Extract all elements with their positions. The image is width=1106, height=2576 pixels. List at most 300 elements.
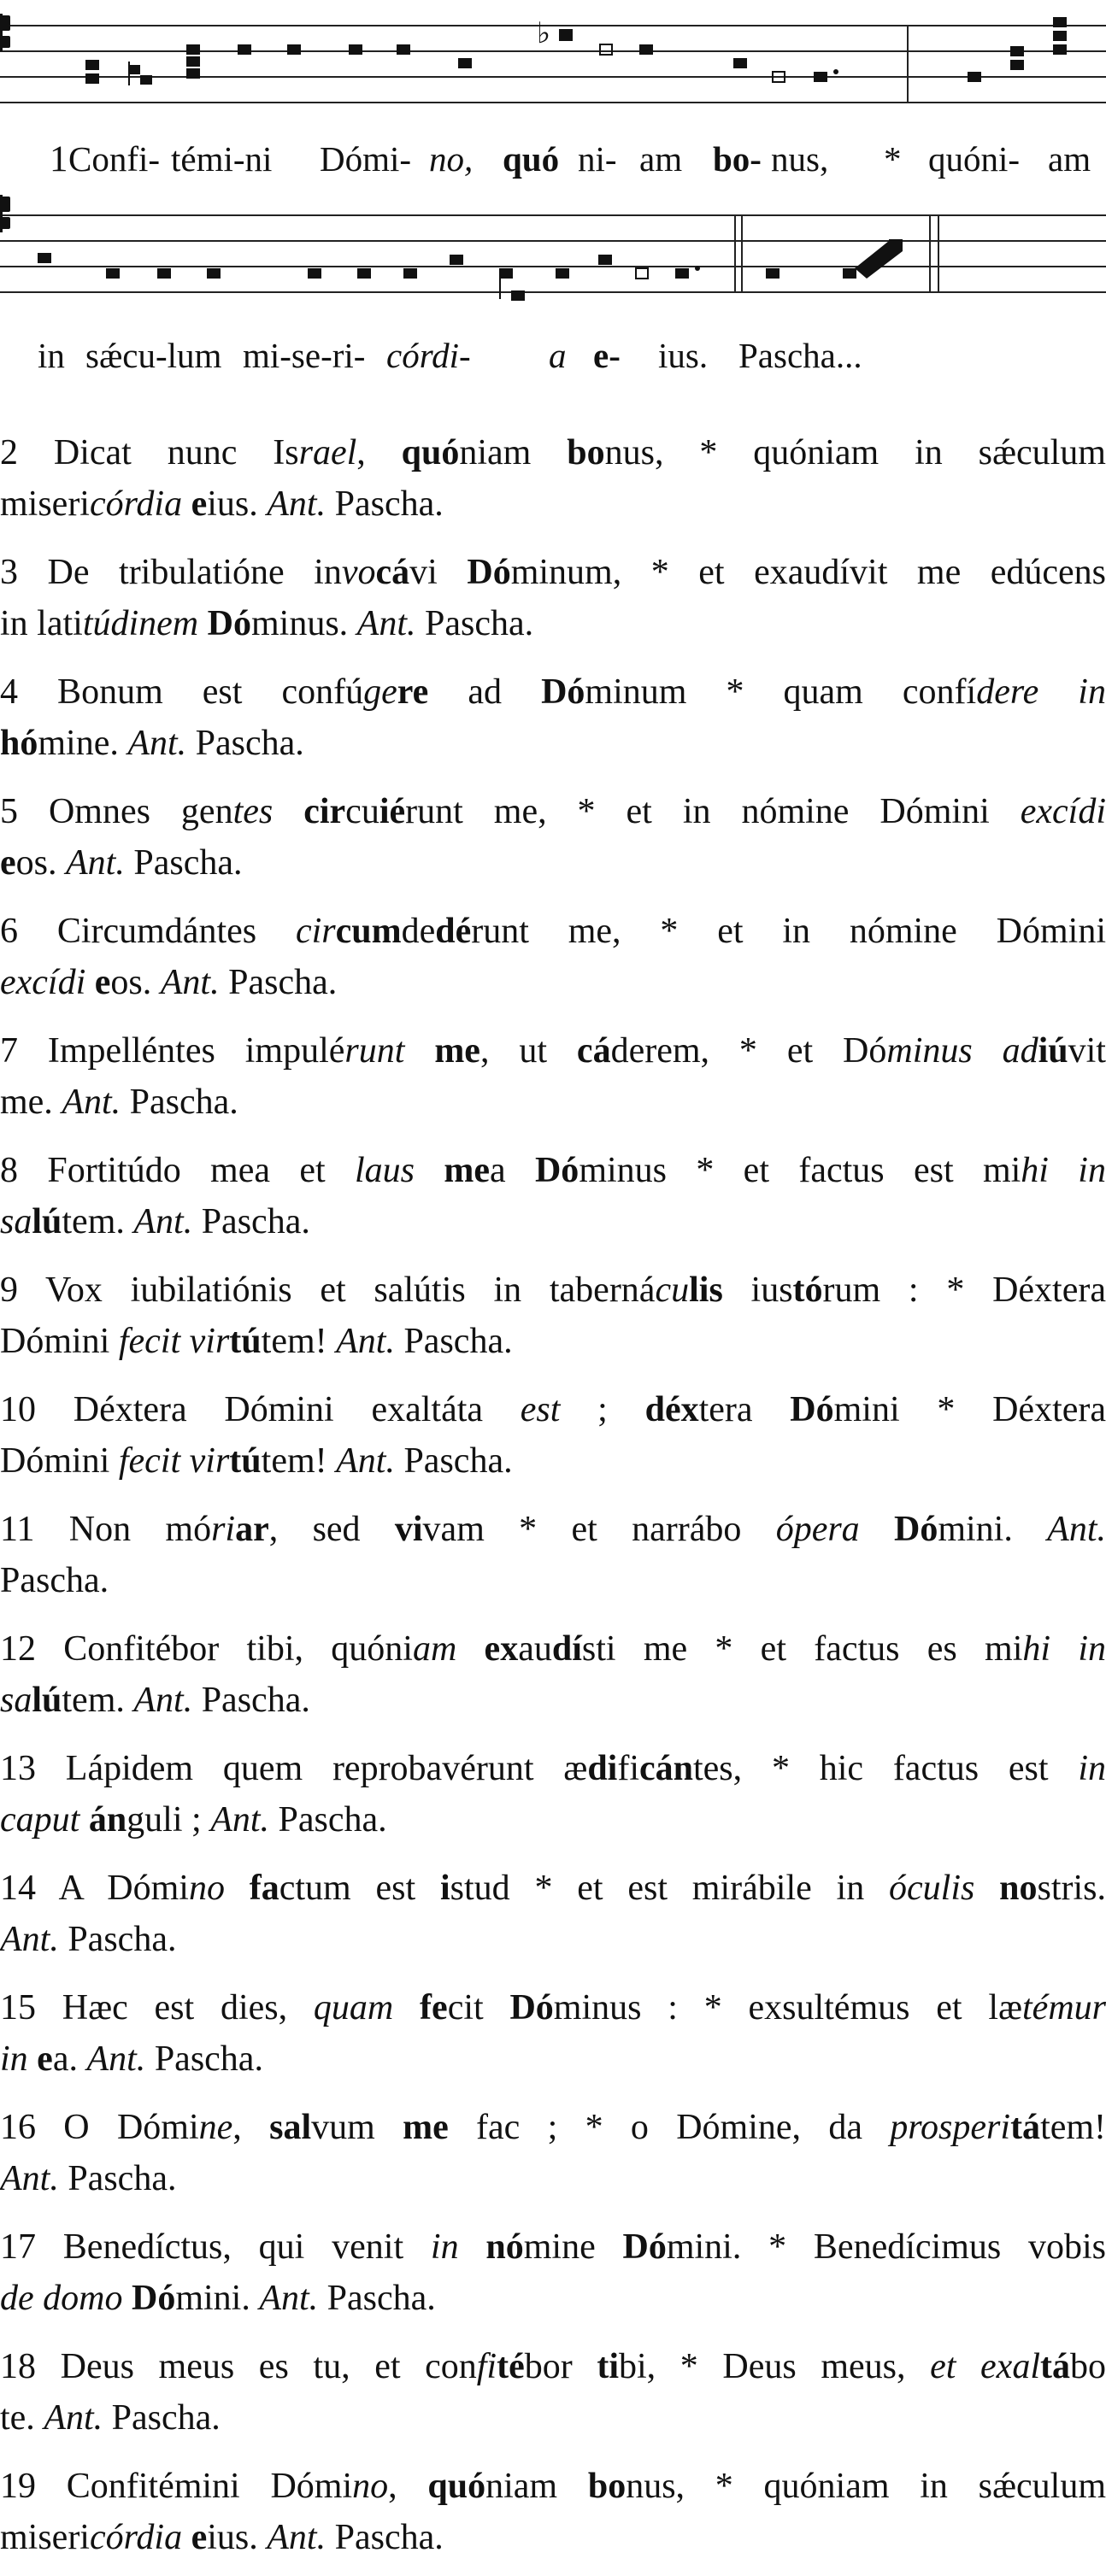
verse-text-segment: fe — [420, 1988, 448, 2027]
verse-text-segment: am — [412, 1629, 457, 1669]
verse-text-segment: Pascha. — [58, 2159, 177, 2198]
verse-line — [0, 957, 1106, 1008]
verse-text-segment: Dó — [207, 604, 251, 643]
verse-text-segment: niam — [485, 2467, 588, 2506]
verse-text-segment: derem, * et Dó — [610, 1031, 887, 1071]
verse-text-segment: no — [352, 2467, 389, 2506]
verse-text-segment: minus ad — [886, 1031, 1038, 1071]
verse-text-segment: minus. — [250, 604, 357, 643]
verse-text-segment: Ant. — [356, 604, 416, 643]
verse-text-segment: tem. — [62, 1681, 134, 1720]
verse-text-segment: e — [0, 843, 16, 883]
verse-text-segment: cir — [295, 912, 336, 951]
verse-text-segment: os. — [110, 963, 161, 1002]
verse-text-segment: miseri — [0, 2518, 90, 2557]
verse-line — [0, 1914, 1106, 1965]
verse-text-segment: no — [188, 1869, 225, 1908]
verse-text-segment: laus — [354, 1151, 415, 1190]
verse-text-segment: Pascha. — [192, 1681, 310, 1720]
verse-text-segment: Pascha. — [318, 2279, 436, 2318]
verse-text-segment: guli ; — [126, 1800, 211, 1840]
verse-text-segment: tem! — [1040, 2108, 1106, 2147]
verse-text-segment: hó — [0, 724, 38, 763]
verse-text-segment: miseri — [0, 484, 90, 524]
verse-text-segment: tem. — [62, 1202, 134, 1241]
verse-text-segment: a. — [52, 2039, 87, 2079]
verse-text-segment: di — [587, 1749, 618, 1788]
verse-text-segment: excídi — [1020, 792, 1106, 831]
verse-line — [0, 1316, 1106, 1367]
verse-text-segment: ti — [597, 2347, 620, 2386]
chant-syllable: témi-ni — [171, 139, 273, 179]
verse-text-segment: e — [191, 484, 208, 524]
verse-line — [0, 547, 1106, 598]
verse-line — [0, 478, 1106, 530]
verse-text-segment: 17 Benedíctus, qui venit — [0, 2227, 431, 2267]
chant-syllable: Confi- — [68, 139, 161, 179]
verse-5 — [0, 786, 1106, 889]
verse-text-segment: e — [94, 963, 111, 1002]
verse-text-segment: minus * et factus est mi — [579, 1151, 1021, 1190]
verse-text-segment: Dómini — [0, 1322, 119, 1361]
verse-text-segment: cir — [303, 792, 346, 831]
verse-3 — [0, 547, 1106, 649]
verse-text-segment: excídi — [0, 963, 86, 1002]
verse-text-segment: Dó — [467, 553, 511, 592]
verse-text-segment: stris. — [1037, 1869, 1106, 1908]
verse-text-segment — [393, 1988, 420, 2027]
verse-text-segment: tú — [229, 1322, 262, 1361]
verse-text-segment: e — [37, 2039, 53, 2079]
verse-text-segment: hi in — [1022, 1629, 1106, 1669]
verse-text-segment: 4 Bonum est confú — [0, 672, 364, 712]
verse-text-segment: minum * quam confí — [585, 672, 977, 712]
verse-text-segment: córdia — [89, 484, 183, 524]
verse-text-segment: quó — [427, 2467, 486, 2506]
verse-text-segment: tá — [1010, 2108, 1041, 2147]
verse-text-segment: sal — [269, 2108, 312, 2147]
verse-text-segment — [459, 2227, 486, 2267]
verse-text-segment: Ant. — [127, 724, 187, 763]
verse-text-segment: Ant. — [1047, 1510, 1106, 1549]
verse-text-segment: ex — [484, 1629, 519, 1669]
verse-line — [0, 906, 1106, 957]
verse-text-segment: hi in — [1021, 1151, 1106, 1190]
verse-text-segment: mini. * Benedícimus vobis — [666, 2227, 1106, 2267]
verse-text-segment: bor — [524, 2347, 597, 2386]
verse-text-segment: 2 Dicat nunc Is — [0, 433, 299, 472]
verse-17 — [0, 2221, 1106, 2324]
verse-line — [0, 1077, 1106, 1128]
verse-text-segment — [860, 1510, 894, 1549]
chant-syllable: no, — [429, 139, 474, 179]
verse-text-segment: in — [430, 2227, 459, 2267]
verse-2 — [0, 427, 1106, 530]
verse-text-segment: 11 Non mó — [0, 1510, 212, 1549]
verse-text-segment — [273, 792, 303, 831]
chant-syllable: quó — [503, 139, 560, 179]
chant-syllable: am — [1048, 139, 1091, 179]
verse-text-segment: ar — [235, 1510, 269, 1549]
verse-line — [0, 2221, 1106, 2273]
verse-text-segment: Ant. — [336, 1322, 395, 1361]
chant-syllable: bo- — [713, 139, 762, 179]
verse-text-segment: 9 Vox iubilatiónis et salútis in taberná — [0, 1270, 656, 1310]
verse-10 — [0, 1384, 1106, 1487]
chant-syllable: nus, — [771, 139, 829, 179]
verse-text-segment: té — [497, 2347, 525, 2386]
verse-text-segment: vum — [311, 2108, 403, 2147]
verse-text-segment: 6 Circumdántes — [0, 912, 296, 951]
verse-text-segment: de — [401, 912, 436, 951]
verse-text-segment: stud * et est mirábile in — [450, 1869, 890, 1908]
verse-text-segment: mini. — [175, 2279, 260, 2318]
verse-text-segment: Pascha. — [415, 604, 534, 643]
verse-text-segment: in — [0, 2039, 28, 2079]
verse-text-segment: fi — [617, 1749, 639, 1788]
chant-syllable: ni- — [578, 139, 617, 179]
verse-text-segment: fecit vir — [118, 1441, 230, 1481]
verse-text-segment: cum — [335, 912, 402, 951]
verse-text-segment: dí — [551, 1629, 582, 1669]
chant-syllable: * — [884, 139, 902, 179]
verse-text-segment: no — [999, 1869, 1038, 1908]
verse-text-segment: déx — [644, 1390, 699, 1429]
verse-11 — [0, 1504, 1106, 1606]
verse-text-segment: mine. — [38, 724, 128, 763]
verse-text-segment: cá — [375, 553, 410, 592]
verse-text-segment: Ant. — [267, 484, 327, 524]
verse-line — [0, 2341, 1106, 2392]
verse-text-segment: Dó — [622, 2227, 667, 2267]
verse-text-segment: mini. — [938, 1510, 1048, 1549]
verse-text-segment: 7 Impelléntes impulé — [0, 1031, 345, 1071]
verse-text-segment: runt — [344, 1031, 405, 1071]
chant-syllable: am — [639, 139, 683, 179]
chant-syllable: córdi- — [386, 336, 471, 375]
verse-text-segment: tá — [1039, 2347, 1070, 2386]
verse-text-segment: sa — [0, 1681, 32, 1720]
verse-text-segment: , — [388, 2467, 428, 2506]
verse-line — [0, 427, 1106, 478]
verse-text-segment: nó — [485, 2227, 524, 2267]
verse-text-segment: Pascha. — [269, 1800, 387, 1840]
verse-text-segment: ctum est — [279, 1869, 440, 1908]
verse-text-segment: a — [489, 1151, 535, 1190]
verse-text-segment: Pascha. — [0, 1561, 109, 1600]
verse-text-segment: me — [444, 1151, 490, 1190]
verse-text-segment: , ut — [479, 1031, 577, 1071]
verse-text-segment: mine — [523, 2227, 623, 2267]
verse-8 — [0, 1145, 1106, 1247]
verse-text-segment: Pascha. — [121, 1083, 238, 1122]
verse-text-segment: et exal — [930, 2347, 1040, 2386]
verse-text-segment: me — [434, 1031, 480, 1071]
verse-text-segment: quó — [401, 433, 460, 472]
chant-syllable: Dómi- — [320, 139, 412, 179]
verse-text-segment: óculis — [889, 1869, 975, 1908]
verse-text-segment: vam * et narrábo — [422, 1510, 776, 1549]
verse-text-segment: lú — [32, 1681, 62, 1720]
verse-text-segment — [79, 1800, 89, 1840]
verse-text-segment: vi — [394, 1510, 423, 1549]
verse-text-segment: 5 Omnes gen — [0, 792, 233, 831]
verse-text-segment: ; — [560, 1390, 645, 1429]
verse-text-segment: runt me, * et in nómine Dómini — [471, 912, 1106, 951]
verse-text-segment: rum : * Déxtera — [822, 1270, 1106, 1310]
verse-text-segment: Ant. — [160, 963, 220, 1002]
chant-syllable: e- — [593, 336, 621, 375]
verse-text-segment: bi, * Deus meus, — [619, 2347, 931, 2386]
verse-text-segment: Pascha. — [145, 2039, 263, 2079]
verse-line — [0, 1025, 1106, 1077]
verse-text-segment: Ant. — [86, 2039, 146, 2079]
verse-text-segment: iú — [1038, 1031, 1068, 1071]
verse-text-segment: Dó — [790, 1390, 834, 1429]
verse-text-segment: quam — [313, 1988, 394, 2027]
verse-line — [0, 1145, 1106, 1196]
verse-text-segment: Pascha. — [394, 1441, 513, 1481]
verse-text-segment: os. — [15, 843, 67, 883]
verse-line — [0, 1504, 1106, 1555]
chant-syllable: quóni- — [928, 139, 1021, 179]
verse-text-segment: 3 De tribulatióne in — [0, 553, 342, 592]
verse-text-segment: Pascha. — [58, 1920, 177, 1959]
verse-text-segment: ius — [722, 1270, 793, 1310]
verse-15 — [0, 1982, 1106, 2085]
verse-14 — [0, 1863, 1106, 1965]
verse-text-segment: ad — [428, 672, 542, 712]
verse-text-segment: tera — [698, 1390, 791, 1429]
verse-text-segment: , — [232, 2108, 270, 2147]
verse-text-segment: vi — [409, 553, 468, 592]
verse-text-segment: Ant. — [210, 1800, 270, 1840]
verse-text-segment: fac ; * o Dómine, da — [448, 2108, 891, 2147]
verse-7 — [0, 1025, 1106, 1128]
verse-text-segment: tes, * hic factus est — [693, 1749, 1079, 1788]
verse-text-segment — [974, 1869, 999, 1908]
verse-text-segment: 12 Confitébor tibi, quóni — [0, 1629, 413, 1669]
verse-text-segment: dere in — [976, 672, 1106, 712]
verse-16 — [0, 2102, 1106, 2204]
verse-line — [0, 837, 1106, 889]
verse-text-segment: mini * Déxtera — [833, 1390, 1106, 1429]
verse-text-segment — [182, 484, 191, 524]
verse-text-segment: sa — [0, 1202, 32, 1241]
verse-text-segment: Pascha. — [103, 2398, 221, 2438]
verse-text-segment: 18 Deus meus es tu, et con — [0, 2347, 477, 2386]
verse-text-segment: Pascha. — [192, 1202, 310, 1241]
verse-19 — [0, 2461, 1106, 2563]
verse-text-segment: ne — [198, 2108, 233, 2147]
verse-line — [0, 1196, 1106, 1247]
chant-syllable: a — [549, 336, 567, 375]
do-clef-icon — [0, 14, 10, 51]
verse-line — [0, 1743, 1106, 1794]
verse-text-segment — [415, 1151, 444, 1190]
verse-text-segment: au — [518, 1629, 552, 1669]
verse-text-segment: tó — [792, 1270, 823, 1310]
verse-text-segment: túdinem — [82, 604, 199, 643]
verse-text-segment: in lati — [0, 604, 83, 643]
verse-line — [0, 2461, 1106, 2512]
verse-text-segment: Dó — [131, 2279, 176, 2318]
verse-text-segment: Dó — [541, 672, 585, 712]
verse-4 — [0, 666, 1106, 769]
verse-12 — [0, 1623, 1106, 1726]
verse-text-segment: 14 A Dómi — [0, 1869, 189, 1908]
verse-line — [0, 786, 1106, 837]
chant-syllable: mi-se-ri- — [243, 336, 366, 375]
verse-text-segment: runt me, * et in nómine Dómini — [405, 792, 1021, 831]
chant-syllable: Pascha... — [738, 336, 862, 375]
verse-text-segment: Ant. — [336, 1441, 395, 1481]
verse-line — [0, 2153, 1106, 2204]
verse-text-segment: 19 Confitémini Dómi — [0, 2467, 353, 2506]
verse-text-segment: bo — [1069, 2347, 1106, 2386]
verse-text-segment: Ant. — [0, 2159, 59, 2198]
verse-text-segment: Pascha. — [326, 2518, 444, 2557]
verse-text-segment: in — [1078, 1749, 1106, 1788]
verse-text-segment: ius. — [207, 484, 268, 524]
verse-text-segment: Dó — [509, 1988, 554, 2027]
verse-text-segment: Pascha. — [186, 724, 304, 763]
verse-text-segment: te. — [0, 2398, 44, 2438]
verse-text-segment: cu — [655, 1270, 690, 1310]
verse-text-segment: bo — [567, 433, 605, 472]
verse-line — [0, 1623, 1106, 1675]
verse-text-segment: cit — [447, 1988, 510, 2027]
verse-text-segment: Ant. — [267, 2518, 327, 2557]
chant-syllable: sǽcu-lum — [85, 336, 222, 375]
verse-line — [0, 1384, 1106, 1435]
verse-text-segment: 8 Fortitúdo mea et — [0, 1151, 355, 1190]
verse-text-segment: Ant. — [0, 1920, 59, 1959]
verse-18 — [0, 2341, 1106, 2444]
verse-text-segment: ié — [379, 792, 406, 831]
verse-text-segment: Ant. — [259, 2279, 319, 2318]
verse-text-segment: bo — [587, 2467, 627, 2506]
verse-text-segment: dé — [435, 912, 472, 951]
chant-staff-2 — [0, 190, 1106, 318]
verse-text-segment: ópera — [775, 1510, 860, 1549]
verse-text-segment: minus : * exsultémus et læ — [553, 1988, 1023, 2027]
verse-text-segment: 13 Lápidem quem reprobavérunt æ — [0, 1749, 588, 1788]
chant-syllable: ius. — [658, 336, 709, 375]
verse-line — [0, 1863, 1106, 1914]
chant-syllable: 1 — [50, 139, 68, 179]
chant-staff-1 — [0, 0, 1106, 120]
verse-text-segment: me — [403, 2108, 449, 2147]
chant-syllable: in — [38, 336, 65, 375]
verse-line — [0, 1555, 1106, 1606]
verse-text-segment: Dó — [894, 1510, 938, 1549]
verse-text-segment: lú — [32, 1202, 62, 1241]
verse-text-segment: Ant. — [133, 1681, 193, 1720]
verse-text-segment: ri — [211, 1510, 236, 1549]
verse-text-segment: e — [191, 2518, 208, 2557]
verse-text-segment: 15 Hæc est dies, — [0, 1988, 314, 2027]
verse-text-segment: cán — [639, 1749, 693, 1788]
verse-line — [0, 1794, 1106, 1845]
verse-text-segment: 16 O Dómi — [0, 2108, 199, 2147]
verse-line — [0, 2273, 1106, 2324]
verse-line — [0, 2102, 1106, 2153]
verse-line — [0, 1675, 1106, 1726]
verse-line — [0, 2512, 1106, 2563]
verse-text-segment: Pascha. — [326, 484, 444, 524]
verse-text-segment: fecit vir — [118, 1322, 230, 1361]
verse-text-segment: rael — [298, 433, 357, 472]
verse-text-segment: tem! — [261, 1322, 337, 1361]
verse-line — [0, 666, 1106, 718]
verse-13 — [0, 1743, 1106, 1845]
verse-text-segment: témur — [1022, 1988, 1106, 2027]
verse-text-segment: re — [397, 672, 429, 712]
flat-icon: ♭ — [537, 16, 551, 50]
verse-text-segment: Ant. — [66, 843, 125, 883]
verse-text-segment: minum, * et exaudívit me edúcens — [510, 553, 1106, 592]
verse-text-segment: i — [439, 1869, 450, 1908]
verse-text-segment: vo — [341, 553, 376, 592]
verse-text-segment — [28, 2039, 38, 2079]
verse-text-segment: tú — [229, 1441, 262, 1481]
verse-text-segment: tem! — [261, 1441, 337, 1481]
verse-text-segment: niam — [459, 433, 568, 472]
verse-line — [0, 1982, 1106, 2033]
verse-text-segment: Pascha. — [124, 843, 243, 883]
verse-text-segment — [456, 1629, 484, 1669]
verse-text-segment: sti me * et factus es mi — [581, 1629, 1023, 1669]
verse-text-segment: lis — [689, 1270, 723, 1310]
verse-text-segment: Ant. — [44, 2398, 103, 2438]
verse-text-segment: Ant. — [133, 1202, 193, 1241]
verse-text-segment: fi — [476, 2347, 497, 2386]
verse-text-segment — [182, 2518, 191, 2557]
verse-text-segment — [225, 1869, 250, 1908]
verse-line — [0, 718, 1106, 769]
verse-text-segment: cu — [345, 792, 379, 831]
verse-line — [0, 2033, 1106, 2085]
verse-text-segment: ge — [363, 672, 397, 712]
verse-text-segment — [122, 2279, 132, 2318]
verse-line — [0, 1265, 1106, 1316]
verse-text-segment: nus, * quóniam in sǽculum — [604, 433, 1106, 472]
verse-text-segment: Pascha. — [394, 1322, 513, 1361]
do-clef-icon — [0, 195, 10, 232]
verse-text-segment: Ant. — [62, 1083, 121, 1122]
verse-text-segment: me. — [0, 1083, 62, 1122]
verse-text-segment: de domo — [0, 2279, 123, 2318]
verse-text-segment: caput — [0, 1800, 80, 1840]
verse-line — [0, 598, 1106, 649]
verse-text-segment: Pascha. — [219, 963, 338, 1002]
verse-text-segment: fa — [249, 1869, 279, 1908]
verse-text-segment: , sed — [268, 1510, 395, 1549]
verse-text-segment: , — [356, 433, 402, 472]
verse-text-segment — [85, 963, 95, 1002]
verse-text-segment — [198, 604, 208, 643]
verse-line — [0, 1435, 1106, 1487]
verse-text-segment: án — [88, 1800, 127, 1840]
verse-text-segment: 10 Déxtera Dómini exaltáta — [0, 1390, 521, 1429]
verse-line — [0, 2392, 1106, 2444]
verse-text-segment: est — [520, 1390, 561, 1429]
verse-text-segment: córdia — [89, 2518, 183, 2557]
verse-6 — [0, 906, 1106, 1008]
verse-text-segment: Dómini — [0, 1441, 119, 1481]
verse-text-segment: Dó — [534, 1151, 579, 1190]
